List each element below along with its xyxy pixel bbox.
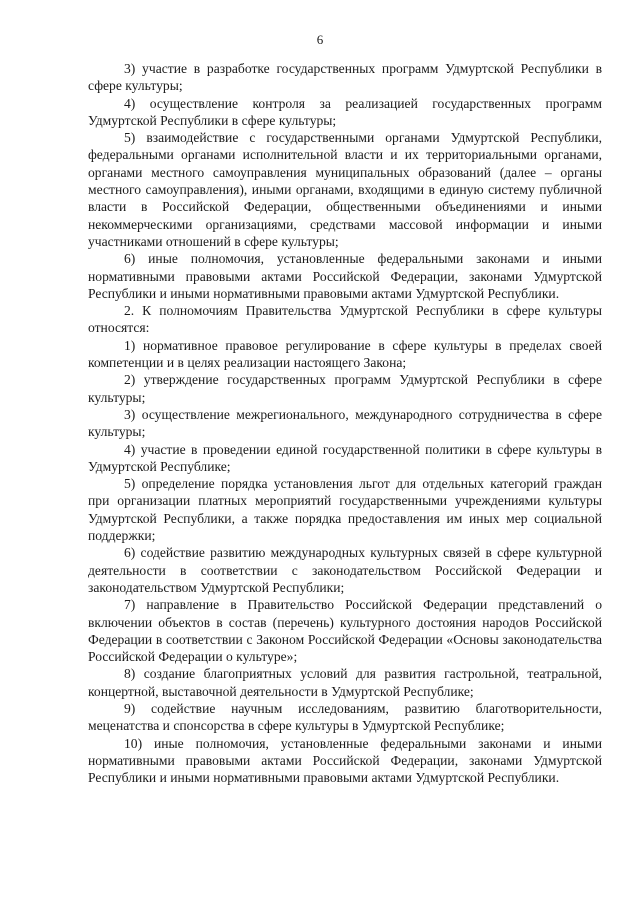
paragraph-sub-1: 1) нормативное правовое регулирование в сфере культуры в пределах своей компетенции и в целях реализации настоящего Закона; <box>88 337 602 371</box>
paragraph-sub-9: 9) содействие научным исследованиям, развитию благотворительности, меценатства и спонсорства в сфере культуры в Удмуртской Республике; <box>88 700 602 734</box>
paragraph-sub-7: 7) направление в Правительство Российской Федерации представлений о включении объектов в состав (перечень) культурного достояния народов Российской Федерации в соответствии с Законом Российской Федерации «Основы законодательства Российской Федерации о культуре»; <box>88 597 602 665</box>
paragraph-sub-8: 8) создание благоприятных условий для развития гастрольной, театральной, концертной, выставочной деятельности в Удмуртской Республике; <box>88 666 602 699</box>
paragraph-item-3: 3) участие в разработке государственных программ Удмуртской Республики в сфере культуры; <box>88 61 602 94</box>
document-body <box>88 60 602 786</box>
paragraph-sub-4: 4) участие в проведении единой государственной политики в сфере культуры в Удмуртской Республике; <box>88 441 602 474</box>
paragraph-sub-5: 5) определение порядка установления льгот для отдельных категорий граждан при организации платных мероприятий государственными учреждениями культуры Удмуртской Республики, а также порядка предоставления им иных мер социальной поддержки; <box>88 476 602 544</box>
paragraph-sub-2: 2) утверждение государственных программ Удмуртской Республики в сфере культуры; <box>88 372 602 405</box>
paragraph-sub-6: 6) содействие развитию международных культурных связей в сфере культурной деятельности в соответствии с законодательством Российской Федерации и законодательством Удмуртской Республики; <box>88 545 602 595</box>
paragraph-item-5: 5) взаимодействие с государственными органами Удмуртской Республики, федеральными органами исполнительной власти и их территориальными органами, органами местного самоуправления муниципальных образований (далее – органы местного самоуправления), иными органами, входящими в единую систему публичной власти в Российской Федерации, общественными объединениями и иными некоммерческими организациями, средствами массовой информации и иными участниками отношений в сфере культуры; <box>88 130 602 249</box>
paragraph-item-6: 6) иные полномочия, установленные федеральными законами и иными нормативными правовыми актами Российской Федерации, законами Удмуртской Республики и иными нормативными правовыми актами Удмуртской Республики. <box>88 251 602 301</box>
paragraph-section-2: 2. К полномочиям Правительства Удмуртской Республики в сфере культуры относятся: <box>88 303 602 336</box>
paragraph-sub-10: 10) иные полномочия, установленные федеральными законами и иными нормативными правовыми актами Российской Федерации, законами Удмуртской Республики и иными нормативными правовыми актами Удмуртской Республики. <box>88 735 602 786</box>
paragraph-sub-3: 3) осуществление межрегионального, международного сотрудничества в сфере культуры; <box>88 406 602 440</box>
paragraph-item-4: 4) осуществление контроля за реализацией государственных программ Удмуртской Республики в сфере культуры; <box>88 95 602 128</box>
page-number: 6 <box>316 32 324 47</box>
